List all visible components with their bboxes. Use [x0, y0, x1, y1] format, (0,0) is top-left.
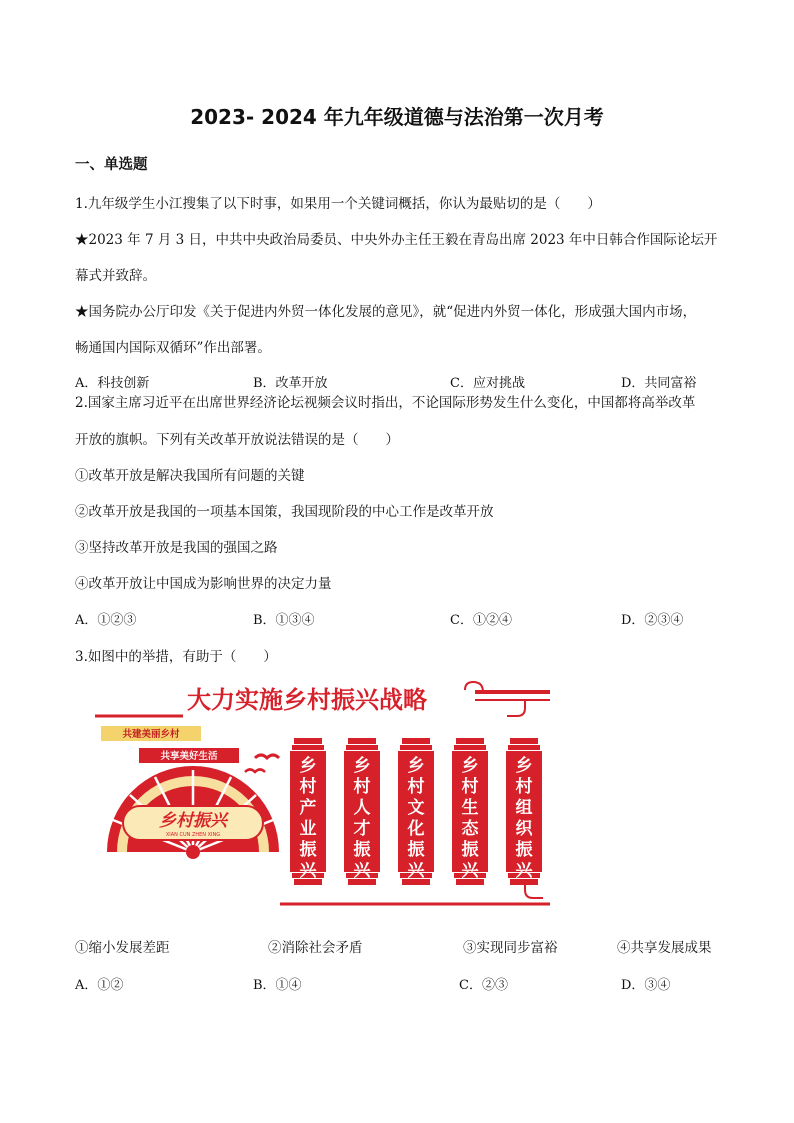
scroll-char: 村 — [299, 777, 317, 797]
scroll-char: 乡 — [515, 756, 533, 776]
scroll-char: 村 — [515, 777, 533, 797]
q3-option-b: B．①④ — [253, 978, 302, 993]
q1-news1-line1: ★2023 年 7 月 3 日，中共中央政治局委员、中央外办主任王毅在青岛出席 2023 年中日韩合作国际论坛开 — [75, 232, 718, 248]
scroll-cap-top — [456, 738, 484, 744]
q3-item-3: ③实现同步富裕 — [463, 940, 558, 956]
q3-option-d: D．③④ — [621, 978, 671, 993]
q2-option-b: B．①③④ — [253, 613, 315, 628]
poster-graphic — [95, 680, 555, 910]
scroll-char: 村 — [353, 777, 371, 797]
q3-option-c: C．②③ — [459, 978, 508, 993]
scroll-char: 兴 — [407, 861, 425, 881]
scroll-char: 兴 — [515, 861, 533, 881]
banner-bracket-top — [507, 700, 525, 716]
q2-option-a: A．①②③ — [75, 613, 137, 628]
bird-icon — [255, 755, 279, 758]
scroll-char: 才 — [353, 819, 371, 839]
tag2-label: 共享美好生活 — [160, 751, 218, 762]
q1-option-a: A．科技创新 — [75, 376, 150, 391]
q1-news2-line2: 畅通国内国际双循环”作出部署。 — [75, 340, 271, 356]
q1-news1-line2: 幕式并致辞。 — [75, 268, 156, 284]
fan-subtitle: XIAN CUN ZHEN XING — [165, 832, 221, 838]
scroll-char: 组 — [515, 798, 533, 818]
q2-item-1: ①改革开放是解决我国所有问题的关键 — [75, 468, 305, 484]
fan-title: 乡村振兴 — [159, 811, 227, 831]
q2-item-3: ③坚持改革开放是我国的强国之路 — [75, 540, 278, 556]
scroll-char: 产 — [299, 798, 317, 818]
scroll-cap-top-2 — [400, 745, 432, 750]
scroll-char: 兴 — [299, 861, 317, 881]
section-heading: 一、单选题 — [75, 157, 148, 173]
q1-option-b: B．改革开放 — [253, 376, 328, 391]
scroll-cap-top-2 — [346, 745, 378, 750]
rural-revitalization-poster — [95, 680, 555, 910]
scroll-group — [290, 738, 542, 885]
scroll-char: 乡 — [461, 756, 479, 776]
q3-item-4: ④共享发展成果 — [617, 940, 712, 956]
q1-stem: 1.九年级学生小江搜集了以下时事，如果用一个关键词概括，你认为最贴切的是（ ） — [75, 196, 601, 212]
scroll-char: 文 — [407, 798, 425, 818]
scroll-cap-top-2 — [292, 745, 324, 750]
q3-item-1: ①缩小发展差距 — [75, 940, 170, 956]
scroll-char: 业 — [299, 819, 317, 839]
scroll-char: 振 — [353, 840, 371, 860]
q1-option-d: D．共同富裕 — [621, 376, 697, 391]
scroll-char: 兴 — [461, 861, 479, 881]
scroll-char: 村 — [407, 777, 425, 797]
scroll-char: 兴 — [353, 861, 371, 881]
q2-item-4: ④改革开放让中国成为影响世界的决定力量 — [75, 576, 332, 592]
scroll-cap-top — [294, 738, 322, 744]
q3-item-2: ②消除社会矛盾 — [268, 940, 363, 956]
scroll-char: 振 — [515, 840, 533, 860]
q2-option-c: C．①②④ — [450, 613, 512, 628]
q2-item-2: ②改革开放是我国的一项基本国策，我国现阶段的中心工作是改革开放 — [75, 504, 494, 520]
scroll-char: 乡 — [353, 756, 371, 776]
scroll-char: 态 — [461, 819, 479, 839]
scroll-char: 化 — [407, 819, 425, 839]
q2-stem-line1: 2.国家主席习近平在出席世界经济论坛视频会议时指出，不论国际形势发生什么变化，中国都将高举改革 — [75, 395, 696, 411]
q1-news2-line1: ★国务院办公厅印发《关于促进内外贸一体化发展的意见》，就“促进内外贸一体化，形成强大国内市场， — [75, 304, 697, 320]
scroll-char: 振 — [461, 840, 479, 860]
scroll-char: 人 — [353, 798, 371, 818]
scroll-cap-top-2 — [454, 745, 486, 750]
scroll-cap-top-2 — [508, 745, 540, 750]
q3-stem: 3.如图中的举措，有助于（ ） — [75, 649, 277, 665]
q1-option-c: C．应对挑战 — [450, 376, 525, 391]
q2-option-d: D．②③④ — [621, 613, 684, 628]
scroll-cap-top — [348, 738, 376, 744]
tag1-label: 共建美丽乡村 — [122, 729, 180, 740]
q2-stem-line2: 开放的旗帜。下列有关改革开放说法错误的是（ ） — [75, 432, 399, 448]
page-title: 2023- 2024 年九年级道德与法治第一次月考 — [190, 105, 604, 129]
poster-banner: 大力实施乡村振兴战略 — [187, 686, 427, 714]
scroll-cap-top — [510, 738, 538, 744]
scroll-cap-top — [402, 738, 430, 744]
scroll-char: 乡 — [299, 756, 317, 776]
scroll-char: 村 — [461, 777, 479, 797]
scroll-char: 乡 — [407, 756, 425, 776]
scroll-char: 生 — [461, 798, 479, 818]
scroll-char: 振 — [299, 840, 317, 860]
q3-option-a: A．①② — [75, 978, 124, 993]
scroll-char: 振 — [407, 840, 425, 860]
bird-icon — [245, 770, 265, 773]
scroll-char: 织 — [515, 819, 533, 839]
